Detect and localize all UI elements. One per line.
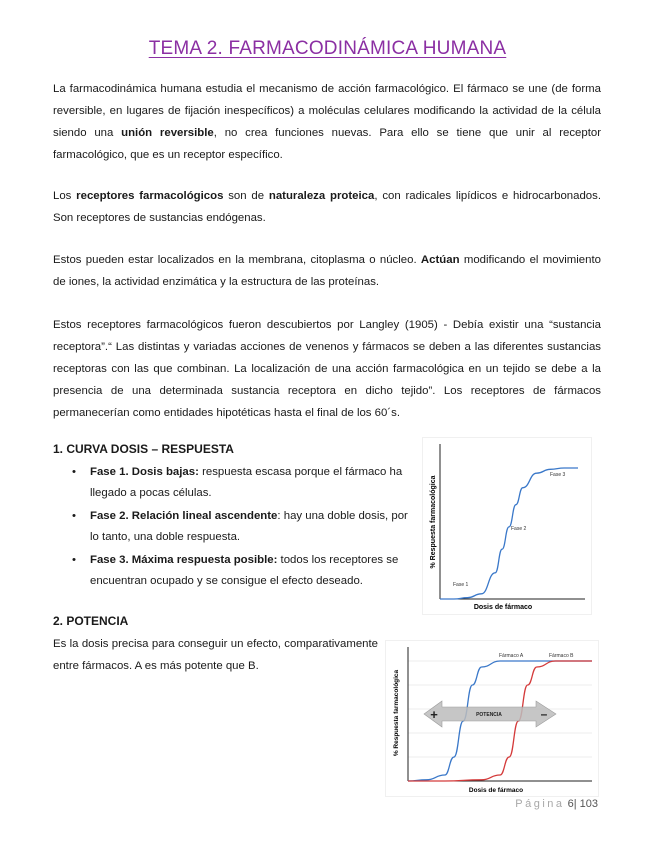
paragraph-receptores: Los receptores farmacológicos son de naturaleza proteica, con radicales lipídicos e hidrocarbonados. Son receptores de sustancias endógenas. — [53, 190, 601, 224]
legend-farmaco-b: Fármaco B — [549, 653, 574, 659]
page-title: TEMA 2. FARMACODINÁMICA HUMANA — [148, 38, 507, 59]
list-item: • Fase 2. Relación lineal ascendente: hay una doble dosis, por lo tanto, una doble respuesta. — [72, 506, 412, 548]
x-axis-label: Dosis de fármaco — [468, 787, 524, 794]
footer-page-number: 6 — [567, 798, 574, 810]
bullet-icon: • — [72, 466, 76, 478]
dose-response-chart — [422, 437, 592, 615]
bullet-list-fases — [72, 462, 412, 594]
plus-icon: + — [430, 707, 438, 722]
list-item: • Fase 1. Dosis bajas: respuesta escasa porque el fármaco ha llegado a pocas células. — [72, 462, 412, 504]
page-footer — [515, 798, 598, 810]
footer-page-label: Página — [515, 798, 565, 810]
paragraph-intro: La farmacodinámica humana estudia el mecanismo de acción farmacológico. El fármaco se une (de forma reversible, en lugares de fijación inespecíficos) a moléculas celulares modificando la actividad de la célula siendo una unión reversible, no crea funciones nuevas. Para ello se tiene que unir al receptor farmacológico, que es un receptor específico. — [53, 83, 601, 161]
y-axis-label: % Respuesta farmacológica — [430, 475, 437, 569]
potency-label: POTENCIA — [476, 712, 502, 718]
y-axis-label: % Respuesta farmacológica — [393, 669, 400, 757]
paragraph-localizacion: Estos pueden estar localizados en la membrana, citoplasma o núcleo. Actúan modificando el movimiento de iones, la actividad enzimática y la estructura de las proteínas. — [53, 254, 601, 288]
bullet-icon: • — [72, 554, 76, 566]
section-heading-potencia: 2. POTENCIA — [53, 614, 129, 628]
paragraph-potencia: Es la dosis precisa para conseguir un efecto, comparativamente entre fármacos. A es más potente que B. — [53, 638, 378, 672]
legend-farmaco-a: Fármaco A — [499, 653, 524, 659]
annotation-fase-1: Fase 1 — [453, 582, 469, 588]
paragraph-langley: Estos receptores farmacológicos fueron descubiertos por Langley (1905) - Debía existir una “sustancia receptora”.“ Las distintas y variadas acciones de venenos y fármacos se deben a las diferentes sustancias receptoras con las que combinan. La localización de una acción farmacológica en un tejido se debe a la presencia de una determinada sustancia receptora en dicho tejido”. Los receptores de fármacos permanecerían como entidades hipotéticas hasta el final de los 60´s. — [53, 319, 601, 419]
bullet-icon: • — [72, 510, 76, 522]
potency-chart — [385, 640, 599, 797]
series-line-1 — [440, 468, 578, 599]
footer-page-total: 103 — [579, 798, 598, 810]
minus-icon: – — [540, 707, 548, 721]
annotation-fase-2: Fase 2 — [511, 526, 527, 532]
annotation-fase-3: Fase 3 — [550, 472, 566, 478]
footer-separator: | — [573, 798, 577, 810]
x-axis-label: Dosis de fármaco — [473, 604, 533, 611]
section-heading-curva: 1. CURVA DOSIS – RESPUESTA — [53, 442, 234, 456]
list-item: • Fase 3. Máxima respuesta posible: todos los receptores se encuentran ocupado y se consigue el efecto deseado. — [72, 550, 412, 592]
